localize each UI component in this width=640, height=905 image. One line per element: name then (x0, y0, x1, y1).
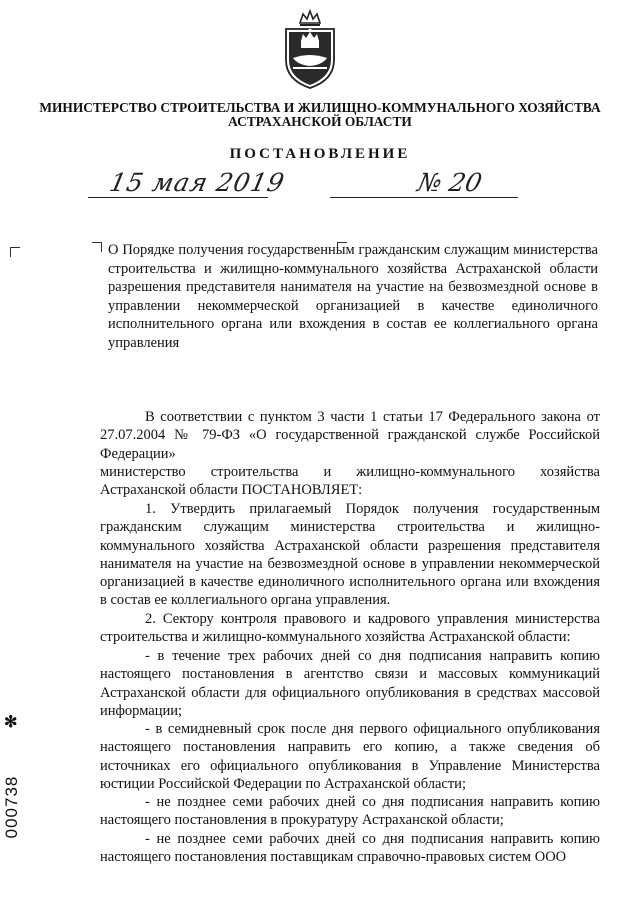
document-type-title: ПОСТАНОВЛЕНИЕ (229, 146, 411, 162)
organization-name-line2: АСТРАХАНСКОЙ ОБЛАСТИ (228, 114, 412, 129)
corner-mark-subject-left (92, 242, 102, 252)
margin-stamp-mark: ✻ (4, 714, 18, 731)
margin-serial-number (0, 752, 24, 862)
item-1-paragraph: 1. Утвердить прилагаемый Порядок получения государственным гражданским служащим министерства строительства и жилищно-коммунального хозяйства Астраханской области разрешения представителя нанимателя на участие на безвозмездной основе в управлении некоммерческой организацией в качестве единоличного исполнительного органа или вхождения в состав ее коллегиального органа управления. (100, 501, 600, 609)
dash-item-1: - в течение трех рабочих дней со дня подписания направить копию настоящего постановления в агентство связи и массовых коммуникаций Астраханской области для официального опубликования в средствах массовой информации; (100, 648, 600, 719)
handwritten-number: № 20 (414, 168, 485, 197)
preamble-paragraph: В соответствии с пунктом 3 части 1 статьи 17 Федерального закона от 27.07.2004 № 79-ФЗ «О государственной гражданской службе Российской Федерации» (100, 409, 600, 462)
serial-number-text: 000738 (2, 775, 21, 839)
decree-paragraph: министерство строительства и жилищно-коммунального хозяйства Астраханской области ПОСТАНОВЛЯЕТ: (100, 464, 600, 499)
dash-item-4: - не позднее семи рабочих дней со дня подписания направить копию настоящего постановления поставщикам справочно-правовых систем ООО (100, 831, 600, 866)
document-subject: О Порядке получения государственным гражданским служащим министерства строительства и жилищно-коммунального хозяйства Астраханской области разрешения представителя нанимателя на участие на безвозмездной основе в управлении некоммерческой организацией в качестве единоличного исполнительного органа или вхождения в состав ее коллегиального органа управления (108, 242, 598, 351)
item-2-paragraph: 2. Сектору контроля правового и кадрового управления министерства строительства и жилищно-коммунального хозяйства Астраханской области: (100, 611, 600, 646)
dash-item-3: - не позднее семи рабочих дней со дня подписания направить копию настоящего постановления в прокуратуру Астраханской области; (100, 794, 600, 829)
coat-of-arms-emblem (278, 8, 342, 90)
handwritten-date: 15 мая 2019 (106, 168, 288, 197)
corner-mark-left (10, 247, 20, 257)
date-underline (88, 197, 268, 198)
dash-item-2: - в семидневный срок после дня первого официального опубликования настоящего постановления направить его копию, а также сведения об источниках его официального опубликования в Управление Министерства юстиции Российской Федерации по Астраханской области; (100, 721, 600, 792)
organization-name-line1: МИНИСТЕРСТВО СТРОИТЕЛЬСТВА И ЖИЛИЩНО-КОММУНАЛЬНОГО ХОЗЯЙСТВА (39, 100, 601, 115)
number-underline (330, 197, 518, 198)
